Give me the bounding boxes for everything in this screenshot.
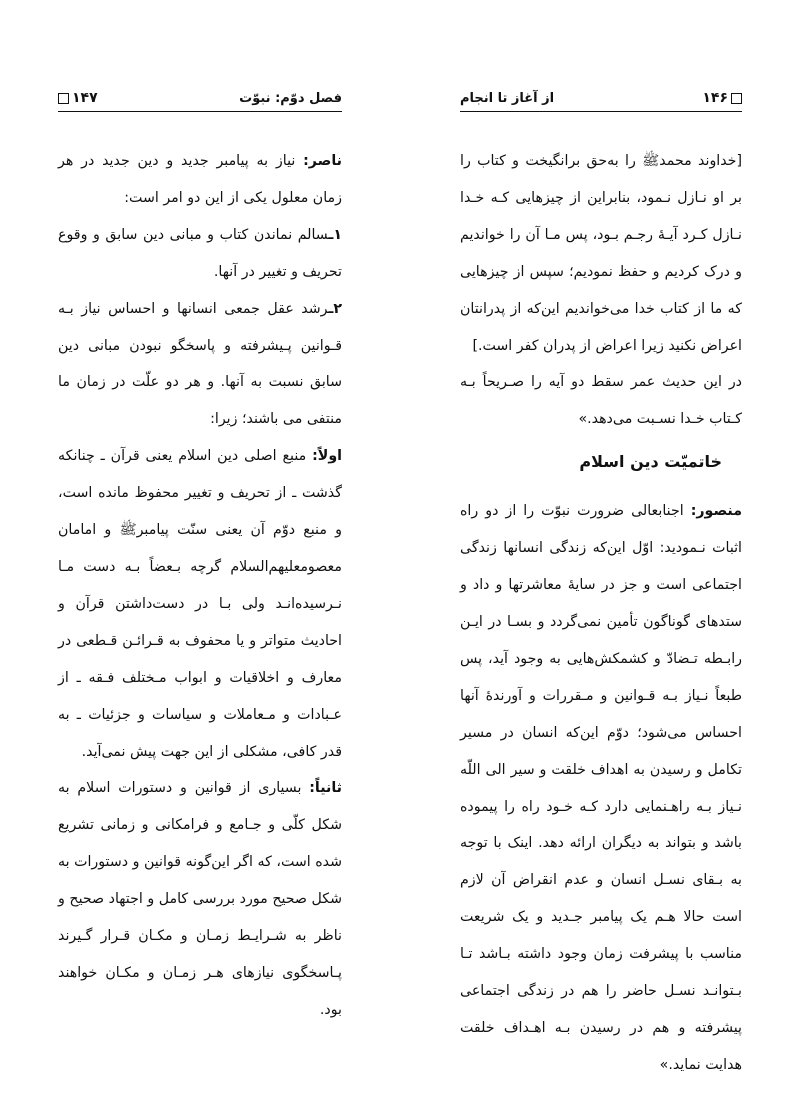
section-heading: خاتمیّت دین اسلام <box>579 452 722 472</box>
point-label: ثانیاً: <box>309 780 342 797</box>
square-marker-icon <box>58 93 69 104</box>
left-page-body <box>58 143 342 1029</box>
speaker-label: ناصر: <box>303 153 342 169</box>
paragraph <box>58 291 342 439</box>
paragraph <box>58 217 342 291</box>
paragraph <box>460 493 742 1084</box>
paragraph-text: اجنابعالی ضرورت نبوّت را از دو راه اثبات نـمودید: اوّل این‌که زندگی انسانها زندگی اجتماعی است و جز در سایهٔ معاشرتها و داد و ستدهای گوناگون تأمین نمی‌گردد و بسـا در ایـن رابـطه تـضادّ و کشمکش‌هایی به وجود آید، پس طبعاً نـیاز بـه قـوانین و مـقررات و آورندهٔ آنها احساس می‌شود؛ دوّم این‌که انسان در مسیر تکامل و رسیدن به اهداف خلقت و سیر الی اللّه نـیاز بـه راهـنمایی دارد کـه خـود راه را پیموده باشد و بتواند به دیگران ارائه دهد. اینک با توجه به بـقای نسـل انسان و عدم انقراض آن لازم است حالا هـم یک پیامبر جـدید و یک شریعت مناسب با پیشرفت زمان وجود داشته بـاشد تـا بـتوانـد نسـل حاضر را هم در زندگی اجتماعی پیشرفته و هم در رسیدن بـه اهـداف خلقت هدایت نماید.» <box>460 503 742 1073</box>
list-number: ۲ـ <box>328 300 342 317</box>
paragraph <box>58 438 342 770</box>
paragraph <box>58 770 342 1028</box>
paragraph <box>460 143 742 364</box>
left-page-header <box>58 82 342 106</box>
left-page-number-group <box>58 90 98 106</box>
right-page-running-title: از آغاز تا انجام <box>460 91 555 106</box>
paragraph-text: در این حدیث عمر سقط دو آیه را صـریحاً بـه کـتاب خـدا نسـبت می‌دهد.» <box>460 374 742 428</box>
speaker-label: منصور: <box>690 503 742 520</box>
paragraph <box>460 364 742 438</box>
point-label: اولاً: <box>312 448 342 465</box>
square-marker-icon <box>731 93 742 104</box>
left-page-running-title: فصل دوّم: نبوّت <box>239 91 342 106</box>
list-number: ۱ـ <box>328 226 342 243</box>
paragraph-text: نیاز به پیامبر جدید و دین جدید در هر زمان معلول یکی از این دو امر است: <box>58 153 342 206</box>
right-page-header <box>460 82 742 106</box>
right-page-number-group <box>702 90 742 106</box>
left-page-number: ۱۴۷ <box>72 90 98 106</box>
paragraph <box>58 143 342 217</box>
right-page-number: ۱۴۶ <box>702 90 728 106</box>
right-page <box>400 0 800 1100</box>
right-header-rule <box>460 111 742 112</box>
paragraph-text: [خداوند محمدﷺ را به‌حق برانگیخت و کتاب را بر او نـازل نـمود، بنابراین از چیزهایی کـه خـدا نـازل کـرد آیـهٔ رجـم بـود، پس مـا آن را خواندیم و درک کردیم و حفظ نمودیم؛ سپس از چیزهایی که ما از کتاب خدا می‌خواندیم این‌که از پدرانتان اعراض نکنید زیرا اعراض از پدران کفر است.] <box>460 153 742 354</box>
left-header-rule <box>58 111 342 112</box>
paragraph-text: رشد عقل جمعی انسانها و احساس نیاز بـه قـوانین پـیشرفته و پاسخگو نبودن مبانی دین سابق نسبت به آنها. و هر دو علّت در زمان ما منتفی می باشند؛ زیرا: <box>58 300 342 428</box>
paragraph-text: سالم نماندن کتاب و مبانی دین سابق و وقوع تحریف و تغییر در آنها. <box>58 226 342 280</box>
right-page-body <box>460 143 742 1084</box>
paragraph-text: منبع اصلی دین اسلام یعنی قرآن ـ چنانکه گذشت ـ از تحریف و تغییر محفوظ مانده است، و منبع دوّم آن یعنی سنّت پیامبرﷺ و امامان معصومعليهم‌السلام گرچه بـعضاً بـه دست مـا نـرسیده‌انـد ولی بـا در دست‌داشتن قرآن و احادیث متواتر و یا محفوف به قـرائـن قـطعی در معارف و اخلاقیات و ابواب مـختلف فـقه ـ از عـبادات و مـعاملات و سیاسات و جزئیات ـ به قدر کافی، مشکلی از این جهت پیش نمی‌آید. <box>58 448 342 760</box>
paragraph-text: بسیاری از قوانین و دستورات اسلام به شکل کلّی و جـامع و فرامکانی و زمانی تشریع شده است، که اگر این‌گونه قوانین و دستورات به شکل صحیح مورد بررسی کامل و اجتهاد صحیح و ناظر به شـرایـط زمـان و مکـان قـرار گـیرند پـاسخگوی نیازهای هـر زمـان و مکـان خواهند بود. <box>58 780 342 1018</box>
